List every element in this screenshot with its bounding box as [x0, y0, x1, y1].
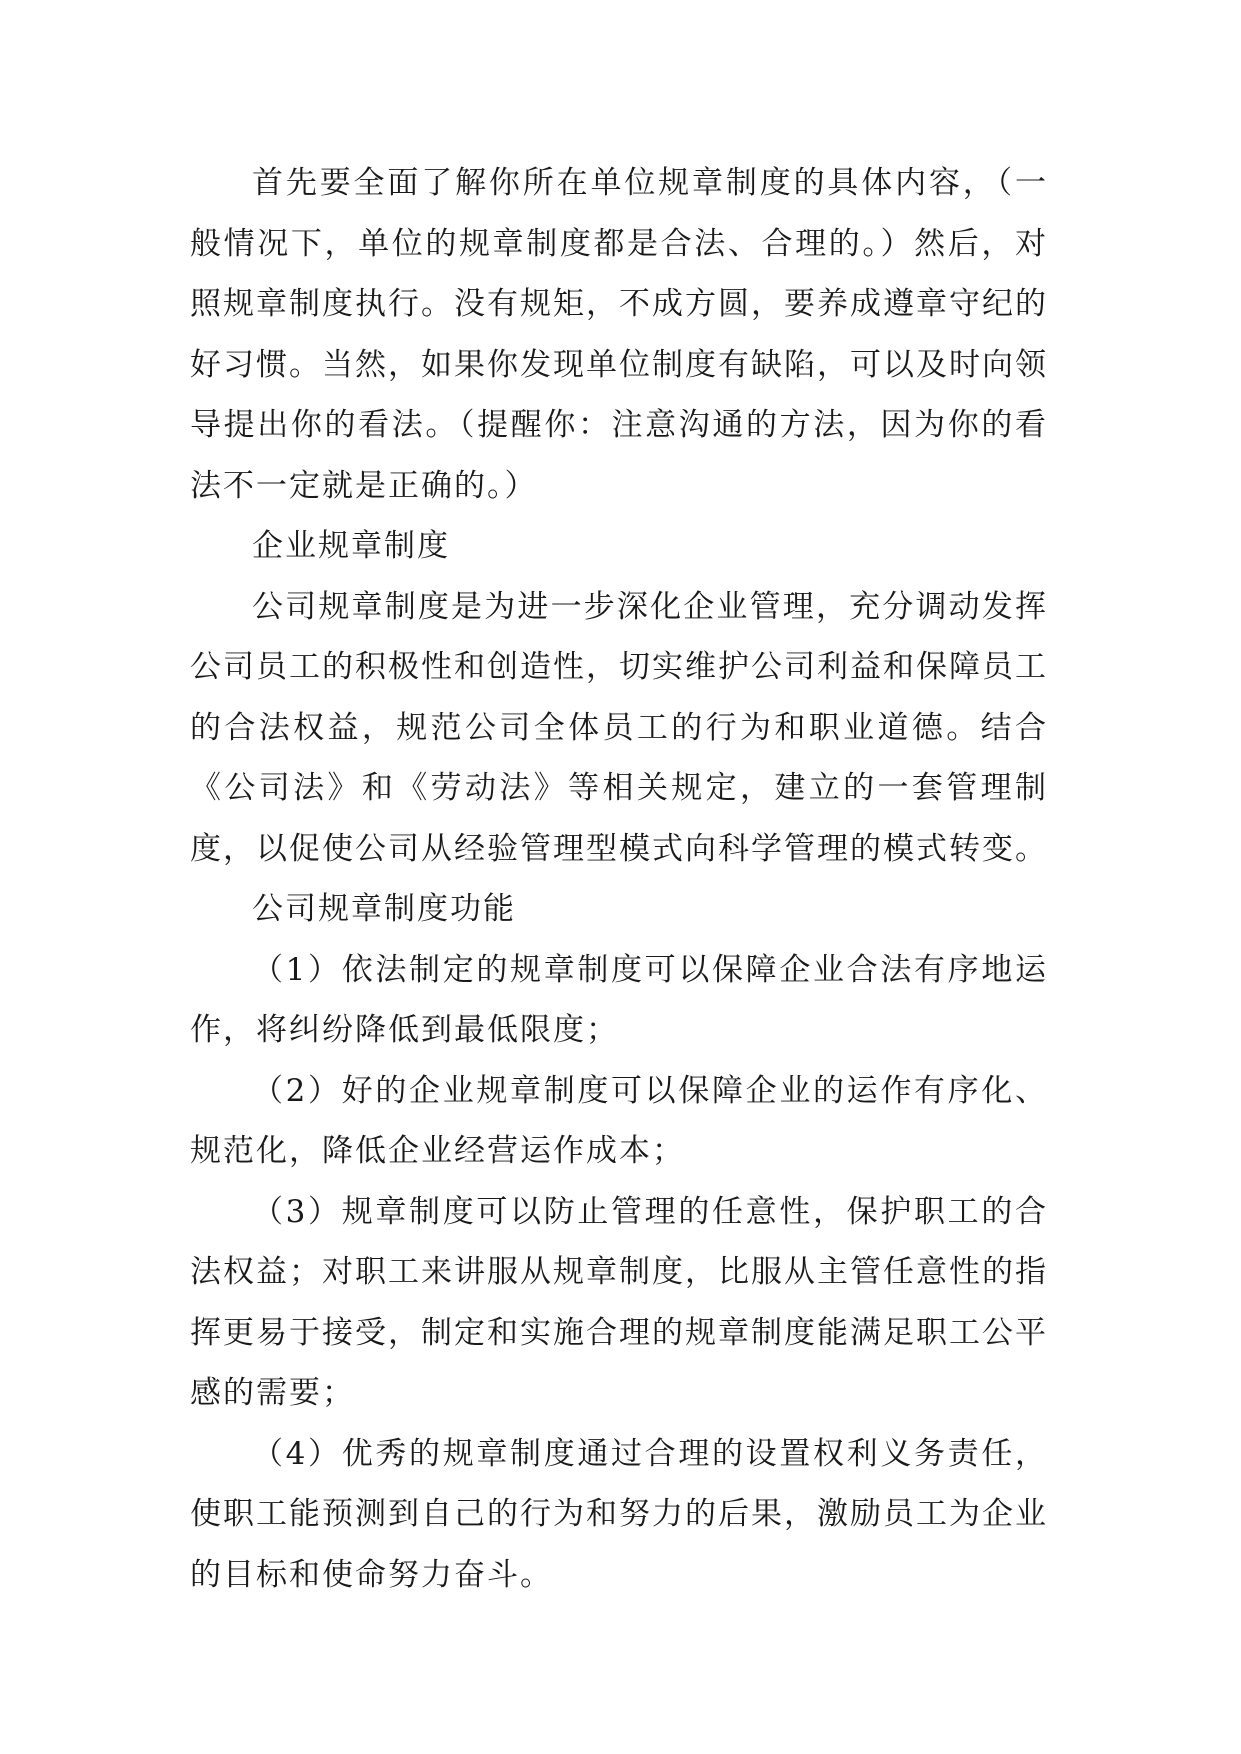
- list-item-function-3: （3）规章制度可以防止管理的任意性，保护职工的合法权益；对职工来讲服从规章制度，比服从主管任意性的指挥更易于接受，制定和实施合理的规章制度能满足职工公平感的需要；: [190, 1193, 1048, 1411]
- document-body: [190, 153, 1048, 1605]
- paragraph-intro: 首先要全面了解你所在单位规章制度的具体内容，（一般情况下，单位的规章制度都是合法、合理的。）然后，对照规章制度执行。没有规矩，不成方圆，要养成遵章守纪的好习惯。当然，如果你发现单位制度有缺陷，可以及时向领导提出你的看法。（提醒你：注意沟通的方法，因为你的看法不一定就是正确的。）: [190, 165, 1048, 504]
- heading-rules-functions: 公司规章制度功能: [252, 891, 516, 927]
- list-item-function-4: （4）优秀的规章制度通过合理的设置权利义务责任，使职工能预测到自己的行为和努力的后果，激励员工为企业的目标和使命努力奋斗。: [190, 1435, 1048, 1593]
- paragraph-definition: 公司规章制度是为进一步深化企业管理，充分调动发挥公司员工的积极性和创造性，切实维护公司利益和保障员工的合法权益，规范公司全体员工的行为和职业道德。结合《公司法》和《劳动法》等相关规定，建立的一套管理制度，以促使公司从经验管理型模式向科学管理的模式转变。: [190, 588, 1048, 867]
- list-item-function-1: （1）依法制定的规章制度可以保障企业合法有序地运作，将纠纷降低到最低限度；: [190, 951, 1048, 1048]
- heading-enterprise-rules: 企业规章制度: [252, 528, 450, 564]
- list-item-function-2: （2）好的企业规章制度可以保障企业的运作有序化、规范化，降低企业经营运作成本；: [190, 1072, 1048, 1169]
